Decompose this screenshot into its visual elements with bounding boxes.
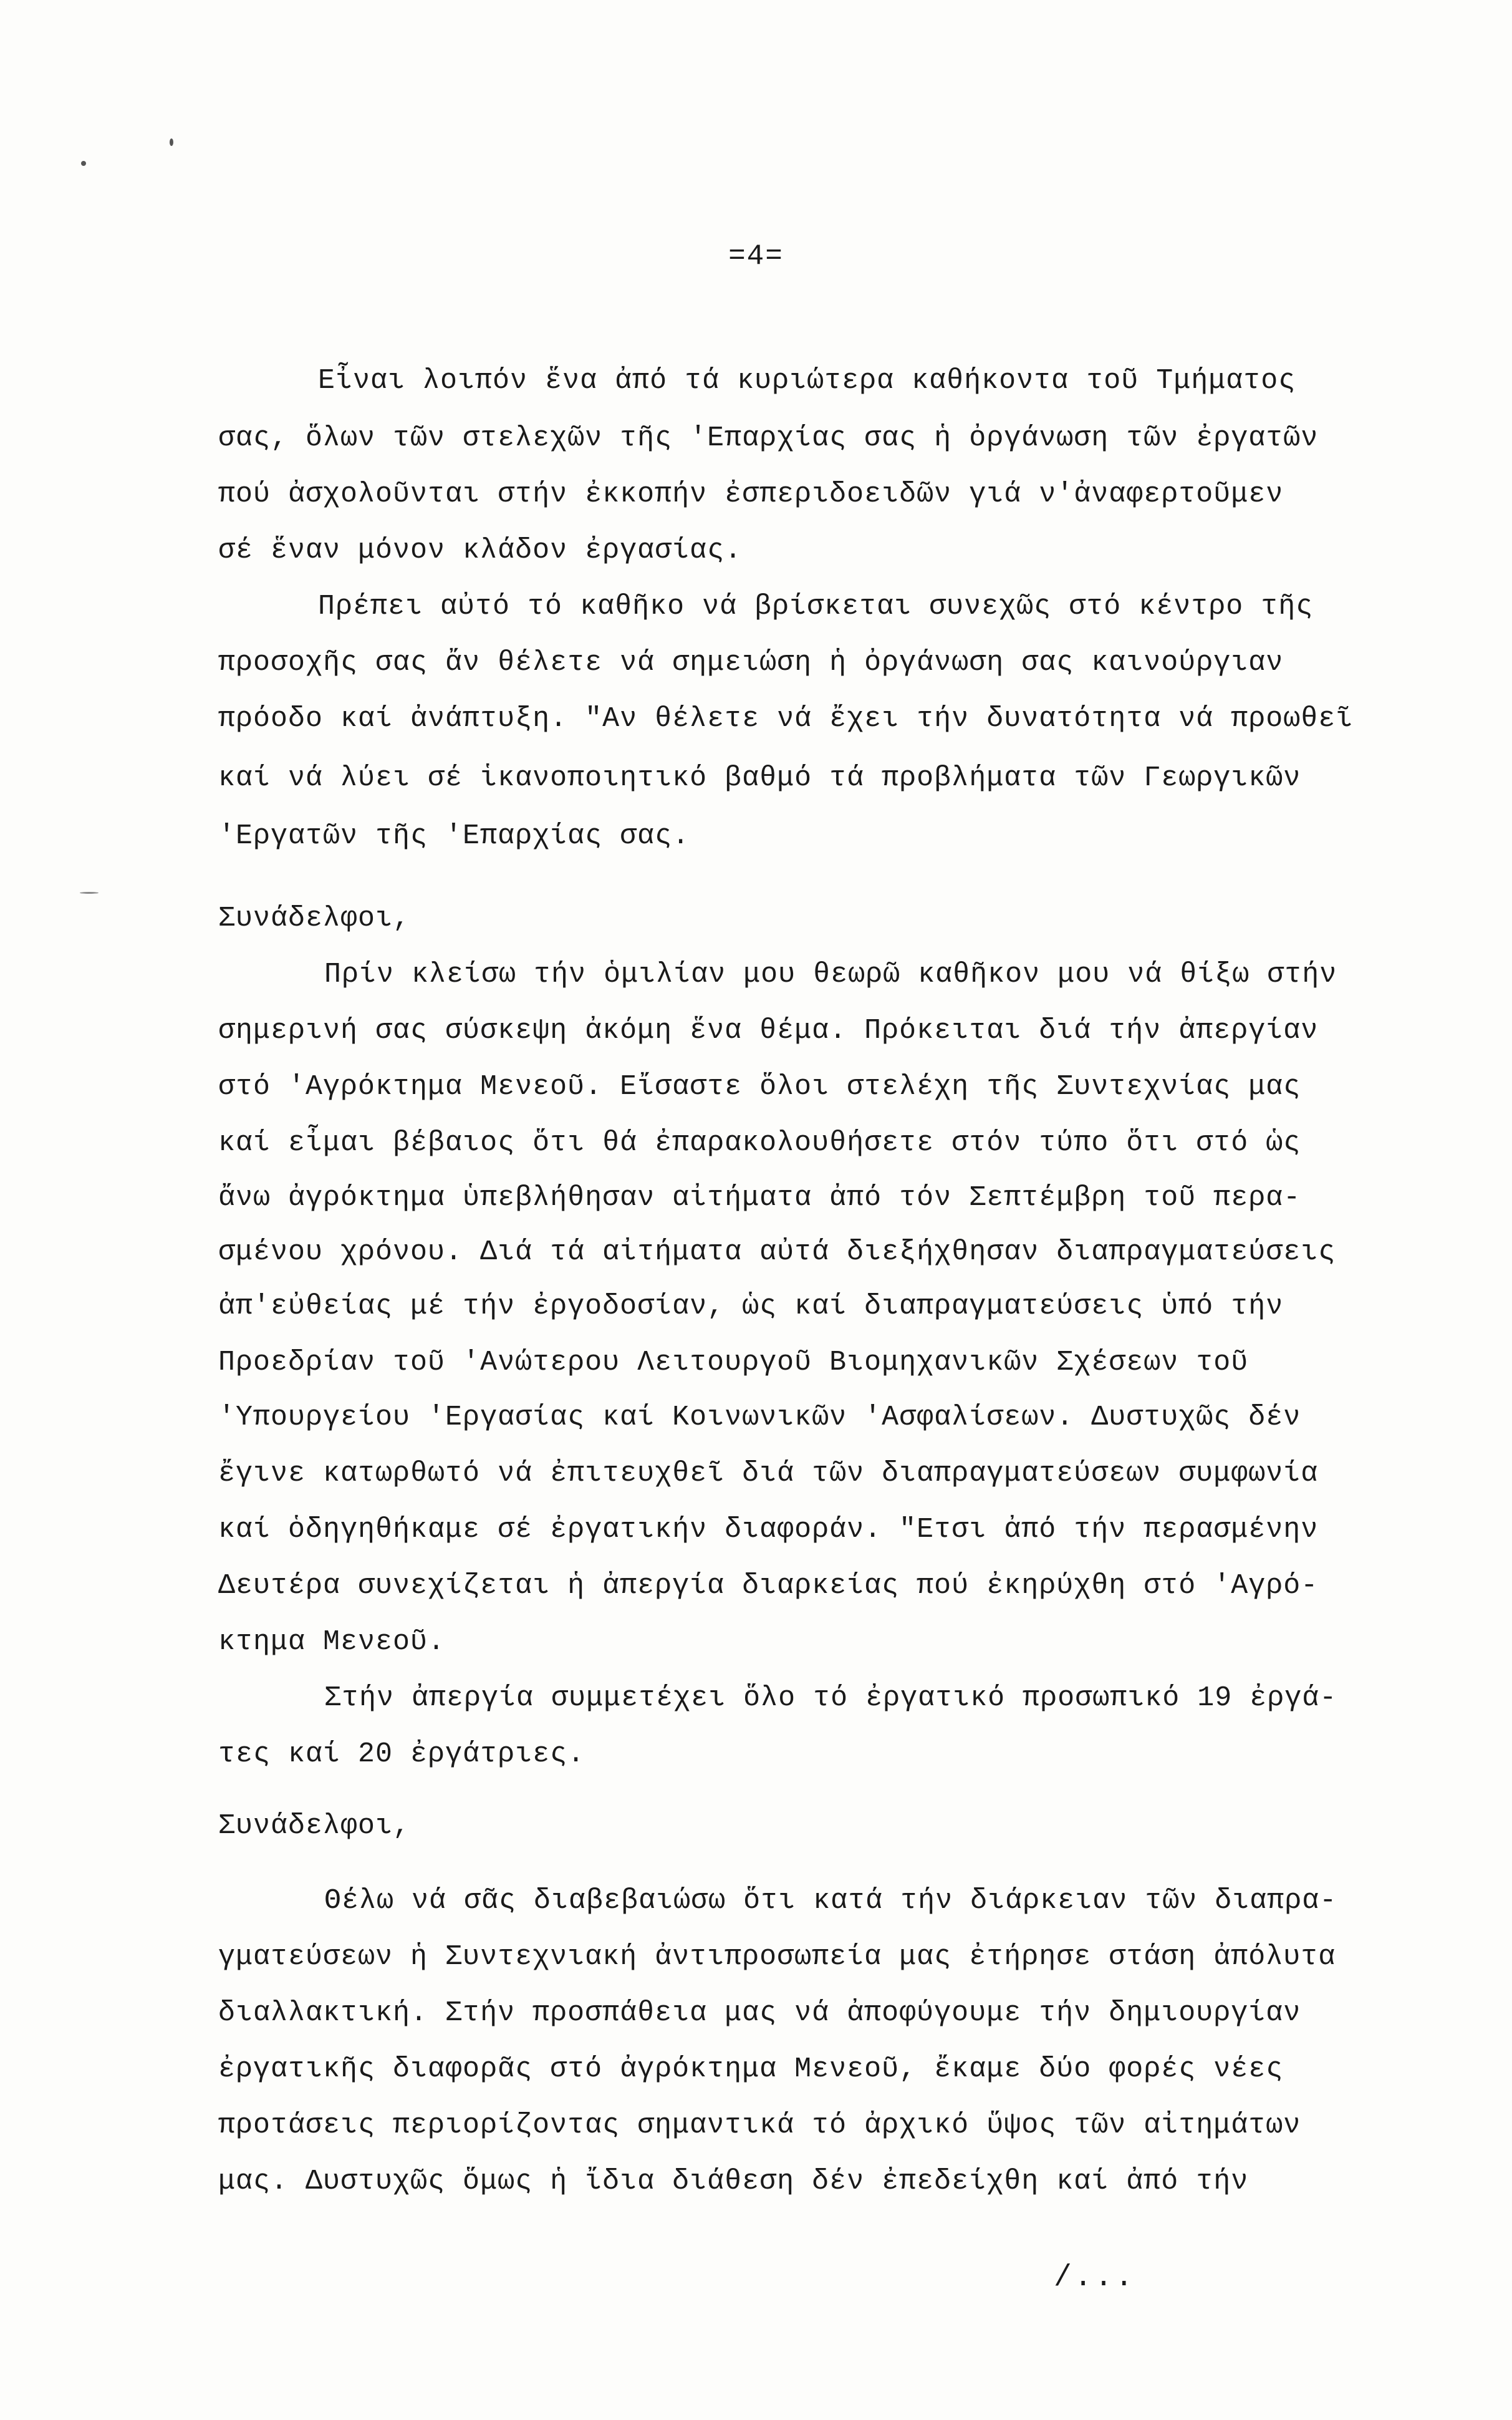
text-line: Πρέπει αὐτό τό καθῆκο νά βρίσκεται συνεχῶς στό κέντρο τῆς bbox=[318, 591, 1314, 622]
text-line: Εἶναι λοιπόν ἕνα ἀπό τά κυριώτερα καθήκοντα τοῦ Τμήματος bbox=[318, 365, 1296, 397]
text-line: Προεδρίαν τοῦ 'Ανώτερου Λειτουργοῦ Βιομηχανικῶν Σχέσεων τοῦ bbox=[218, 1347, 1249, 1378]
text-line: γματεύσεων ἡ Συντεχνιακή ἀντιπροσωπεία μας ἐτήρησε στάση ἀπόλυτα bbox=[218, 1941, 1336, 1973]
text-line: σμένου χρόνου. Διά τά αἰτήματα αὐτά διεξήχθησαν διαπραγματεύσεις bbox=[218, 1236, 1336, 1268]
salutation: Συνάδελφοι, bbox=[218, 1810, 411, 1842]
text-line: κτημα Μενεοῦ. bbox=[218, 1626, 446, 1658]
text-line: ἀπ'εὐθείας μέ τήν ἐργοδοσίαν, ὡς καί διαπραγματεύσεις ὑπό τήν bbox=[218, 1290, 1284, 1322]
text-line: 'Εργατῶν τῆς 'Επαρχίας σας. bbox=[218, 820, 690, 852]
text-line: Θέλω νά σᾶς διαβεβαιώσω ὅτι κατά τήν διάρκειαν τῶν διαπρα- bbox=[324, 1885, 1337, 1917]
text-line: μας. Δυστυχῶς ὅμως ἡ ἴδια διάθεση δέν ἐπεδείχθη καί ἀπό τήν bbox=[218, 2166, 1249, 2197]
text-line: πού ἀσχολοῦνται στήν ἐκκοπήν ἐσπεριδοειδῶν γιά ν'ἀναφερτοῦμεν bbox=[218, 478, 1284, 510]
text-line: Στήν ἀπεργία συμμετέχει ὅλο τό ἐργατικό προσωπικό 19 ἐργά- bbox=[324, 1682, 1337, 1714]
text-line: καί ὁδηγηθήκαμε σέ ἐργατικήν διαφοράν. "Ετσι ἀπό τήν περασμένην bbox=[218, 1514, 1319, 1546]
text-line: 'Υπουργείου 'Εργασίας καί Κοινωνικῶν 'Ασφαλίσεων. Δυστυχῶς δέν bbox=[218, 1401, 1301, 1433]
text-line: ἄνω ἀγρόκτημα ὑπεβλήθησαν αἰτήματα ἀπό τόν Σεπτέμβρη τοῦ περα- bbox=[218, 1182, 1301, 1214]
page-number: =4= bbox=[728, 240, 784, 273]
text-line: τες καί 20 ἐργάτριες. bbox=[218, 1738, 585, 1770]
continuation-mark: /... bbox=[1054, 2261, 1136, 2295]
text-line: σας, ὅλων τῶν στελεχῶν τῆς 'Επαρχίας σας ἡ ὀργάνωση τῶν ἐργατῶν bbox=[218, 422, 1319, 454]
text-line: καί νά λύει σέ ἱκανοποιητικό βαθμό τά προβλήματα τῶν Γεωργικῶν bbox=[218, 762, 1301, 794]
scan-speck bbox=[81, 161, 86, 166]
text-line: ἐργατικῆς διαφορᾶς στό ἀγρόκτημα Μενεοῦ, ἔκαμε δύο φορές νέες bbox=[218, 2053, 1284, 2085]
text-line: προσοχῆς σας ἄν θέλετε νά σημειώση ἡ ὀργάνωση σας καινούργιαν bbox=[218, 647, 1284, 679]
scan-speck bbox=[170, 138, 173, 146]
text-line: σέ ἕναν μόνον κλάδον ἐργασίας. bbox=[218, 535, 743, 566]
text-line: Δευτέρα συνεχίζεται ἡ ἀπεργία διαρκείας πού ἐκηρύχθη στό 'Αγρό- bbox=[218, 1570, 1319, 1602]
text-line: καί εἶμαι βέβαιος ὅτι θά ἐπαρακολουθήσετε στόν τύπο ὅτι στό ὡς bbox=[218, 1127, 1301, 1159]
text-line: Πρίν κλείσω τήν ὁμιλίαν μου θεωρῶ καθῆκον μου νά θίξω στήν bbox=[324, 959, 1337, 990]
text-line: προτάσεις περιορίζοντας σημαντικά τό ἀρχικό ὕψος τῶν αἰτημάτων bbox=[218, 2109, 1301, 2141]
scan-speck bbox=[80, 892, 99, 894]
text-line: διαλλακτική. Στήν προσπάθεια μας νά ἀποφύγουμε τήν δημιουργίαν bbox=[218, 1997, 1301, 2029]
text-line: πρόοδο καί ἀνάπτυξη. "Αν θέλετε νά ἔχει τήν δυνατότητα νά προωθεῖ bbox=[218, 703, 1354, 735]
text-line: ἔγινε κατωρθωτό νά ἐπιτευχθεῖ διά τῶν διαπραγματεύσεων συμφωνία bbox=[218, 1458, 1319, 1489]
text-line: σημερινή σας σύσκεψη ἀκόμη ἕνα θέμα. Πρόκειται διά τήν ἀπεργίαν bbox=[218, 1015, 1319, 1047]
text-line: στό 'Αγρόκτημα Μενεοῦ. Εἴσαστε ὅλοι στελέχη τῆς Συντεχνίας μας bbox=[218, 1071, 1301, 1103]
salutation: Συνάδελφοι, bbox=[218, 903, 411, 934]
